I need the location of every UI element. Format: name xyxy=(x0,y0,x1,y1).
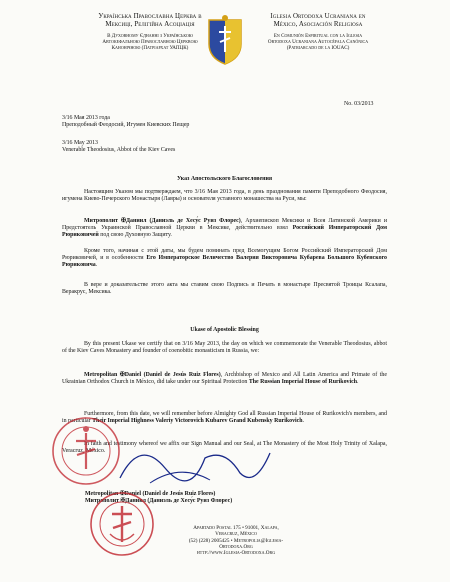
date-ru: 3/16 Мая 2013 года xyxy=(62,115,110,121)
date-block-ru xyxy=(62,115,362,129)
ru-title: Указ Апостольского Благословения xyxy=(176,176,273,182)
ru-paragraph-4: В вере и доказательстве этого акта мы ставим свою Подпись и Печать в монастыре Пресвятой Троицы Ксалапа, Веракрус, Мексика. xyxy=(62,282,387,296)
org-name-spanish: Iglesia Ortodoxa Ucraniana en México, Asociación Religiosa xyxy=(270,13,366,28)
header-left xyxy=(90,13,210,52)
signature-name-en: Metropolitan ✠Daniel (Daniel de Jesús Ruiz Flores) xyxy=(85,491,216,497)
ru-paragraph-2: Митрополит ✠Даниил (Даниэль де Хесу́с Руиз Флорес), Архиепископ Мексики и Всея Латинской Америки и Предстоятель Украинской Православной Церкви в Мексике, действительно взял Российский Императорский Дом Рюриковичей под свою Духовную Защиту. xyxy=(62,218,387,239)
en-paragraph-4: In faith and testimony whereof we affix our Sign Manual and our Seal, at The Monastery of the Most Holy Trinity of Xalapa, Veracruz, México. xyxy=(62,441,387,455)
footer-email: (52) (228) 2005425 • Metropolia@Iglesia-Ortodoxa.Org xyxy=(188,537,284,550)
ru-paragraph-3: Кроме того, начиная с этой даты, мы будем поминать пред Всемогущим Богом Российский Императорский Дом Рюриковичей, и в особенности Его Императорское Величество Валерия Викторовича Кубарева Большого Кубенского Рюриковича. xyxy=(62,248,388,269)
date-en: 3/16 May 2013 xyxy=(62,140,98,146)
org-communion-ukrainian: В Духовному Єднанні з Українською Автокефальною Православною Церквою Канонічною (Патріархат УАПЦК) xyxy=(102,33,198,52)
date-block-en xyxy=(62,140,362,154)
church-crest-icon xyxy=(205,14,245,66)
org-name-ukrainian: Українська Православна Церква в Мексиці, Релігійна Асоціація xyxy=(98,13,202,28)
en-paragraph-2: Metropolitan ✠Daniel (Daniel de Jesús Ruiz Flores), Archbishop of Mexico and All Latin America and Primate of the Ukrainian Orthodox Church in México, did take under our Spiritual Protection The Russian Imperial House of Rurikovich. xyxy=(62,372,387,386)
signature-name-ru: Митрополит ✠Даниил (Даниэль де Хесу́с Руиз Флорес) xyxy=(85,498,233,505)
en-paragraph-3: Furthermore, from this date, we will remember before Almighty God all Russian Imperial House of Rurikovich's members, and in particular Their Imperial Highness Valeriy Victorovich Kubarev Grand Kubensky Rurikovich. xyxy=(62,411,387,425)
saint-ru: Преподобный Феодосий, Игумен Киевских Пещер xyxy=(62,122,190,129)
header-right xyxy=(262,13,374,52)
en-paragraph-1: By this present Ukase we certify that on 3/16 May 2013, the day on which we commemorate the Venerable Theodosius, abbot of the Kiev Caves Monastery and founder of coenobitic monasticism in Russia, we: xyxy=(62,341,387,355)
footer-address: Apartado Postal 175 • 91001, Xalapa, Veracruz, México xyxy=(193,525,279,538)
document-number: No. 03/2013 xyxy=(344,101,374,107)
ru-paragraph-1: Настоящим Указом мы подтверждаем, что 3/16 Мая 2013 года, в день празднования памяти Преподобного Феодосия, игумена Киево-Печерского Монастыря (Лавры) и основателя уставного монашества на Руси, мы: xyxy=(62,189,387,203)
footer-website: http://www.Iglesia-Ortodoxa.Org xyxy=(196,550,276,557)
org-communion-spanish: En Comunión Espiritual con la Iglesia Ortodoxa Ucraniana Autocéfala Canónica (Patriarcado de la IOUAC) xyxy=(267,33,369,52)
saint-en: Venerable Theodosius, Abbot of the Kiev Caves xyxy=(62,147,176,154)
handwritten-signature-icon xyxy=(110,428,280,498)
en-title: Ukase of Apostolic Blessing xyxy=(190,327,259,333)
footer-contact xyxy=(181,525,291,556)
church-seal-icon xyxy=(88,490,156,558)
